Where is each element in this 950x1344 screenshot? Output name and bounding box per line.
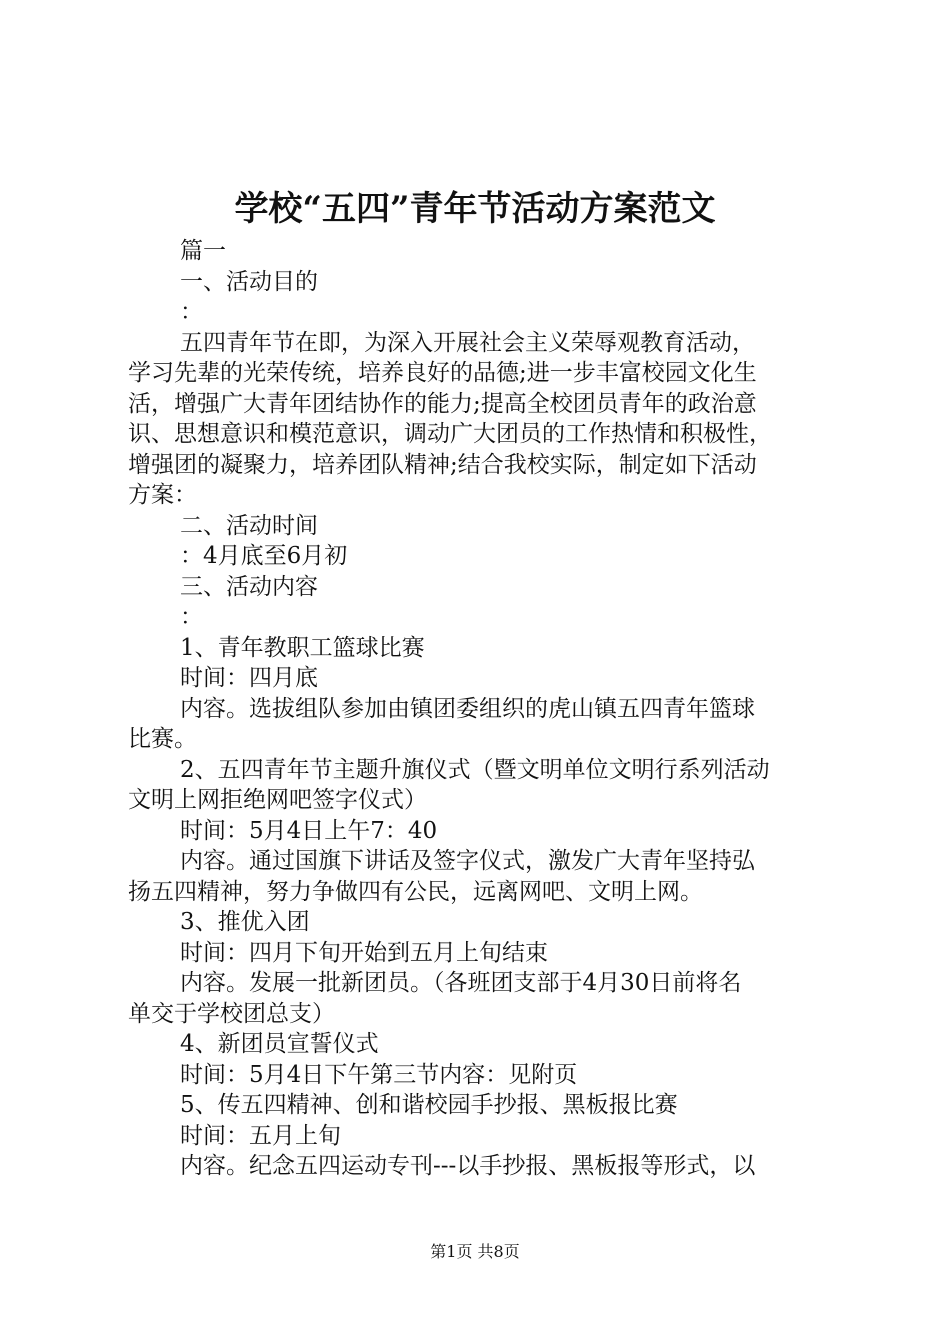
- document-body: [128, 236, 834, 1182]
- paragraph-line: 时间：5月4日下午第三节内容：见附页: [180, 1061, 578, 1088]
- page-footer: 第1页 共8页: [430, 1242, 520, 1261]
- paragraph-line: 增强团的凝聚力，培养团队精神;结合我校实际，制定如下活动: [128, 451, 757, 478]
- paragraph-line: 时间：5月4日上午7：40: [180, 817, 438, 844]
- paragraph-line: 时间：四月底: [180, 665, 318, 691]
- paragraph-line: 内容。发展一批新团员。（各班团支部于4月30日前将名: [180, 970, 742, 996]
- paragraph-line: 3、推优入团: [180, 909, 310, 935]
- paragraph-line: 篇一: [180, 238, 226, 264]
- paragraph-line: 扬五四精神，努力争做四有公民，远离网吧、文明上网。: [128, 878, 703, 905]
- paragraph-line: 时间：四月下旬开始到五月上旬结束: [180, 939, 548, 966]
- paragraph-line: 比赛。: [128, 726, 197, 752]
- paragraph-line: ：: [180, 604, 203, 630]
- paragraph-line: 一、活动目的: [180, 268, 318, 295]
- paragraph-line: 2、五四青年节主题升旗仪式（暨文明单位文明行系列活动: [180, 756, 770, 783]
- paragraph-line: 学习先辈的光荣传统，培养良好的品德;进一步丰富校园文化生: [128, 360, 757, 386]
- paragraph-line: 单交于学校团总支）: [128, 1000, 335, 1027]
- paragraph-line: 五四青年节在即，为深入开展社会主义荣辱观教育活动，: [180, 329, 755, 356]
- document-title: 学校“五四”青年节活动方案范文: [234, 189, 716, 229]
- paragraph-line: ：4月底至6月初: [180, 543, 348, 569]
- paragraph-line: 时间：五月上旬: [180, 1122, 341, 1149]
- paragraph-line: 方案：: [128, 482, 197, 508]
- paragraph-line: 三、活动内容: [180, 573, 318, 600]
- paragraph-line: 5、传五四精神、创和谐校园手抄报、黑板报比赛: [180, 1092, 678, 1118]
- paragraph-line: 二、活动时间: [180, 512, 318, 539]
- paragraph-line: 活，增强广大青年团结协作的能力;提高全校团员青年的政治意: [128, 390, 757, 417]
- paragraph-line: 4、新团员宣誓仪式: [180, 1031, 379, 1057]
- paragraph-line: 识、思想意识和模范意识，调动广大团员的工作热情和积极性，: [128, 421, 772, 447]
- paragraph-line: 内容。通过国旗下讲话及签字仪式，激发广大青年坚持弘: [180, 848, 755, 874]
- paragraph-line: 文明上网拒绝网吧签字仪式）: [128, 787, 427, 813]
- paragraph-line: 内容。选拔组队参加由镇团委组织的虎山镇五四青年篮球: [180, 695, 755, 722]
- paragraph-line: 内容。纪念五四运动专刊---以手抄报、黑板报等形式，以: [180, 1153, 756, 1179]
- paragraph-line: ：: [180, 299, 203, 325]
- paragraph-line: 1、青年教职工篮球比赛: [180, 634, 425, 661]
